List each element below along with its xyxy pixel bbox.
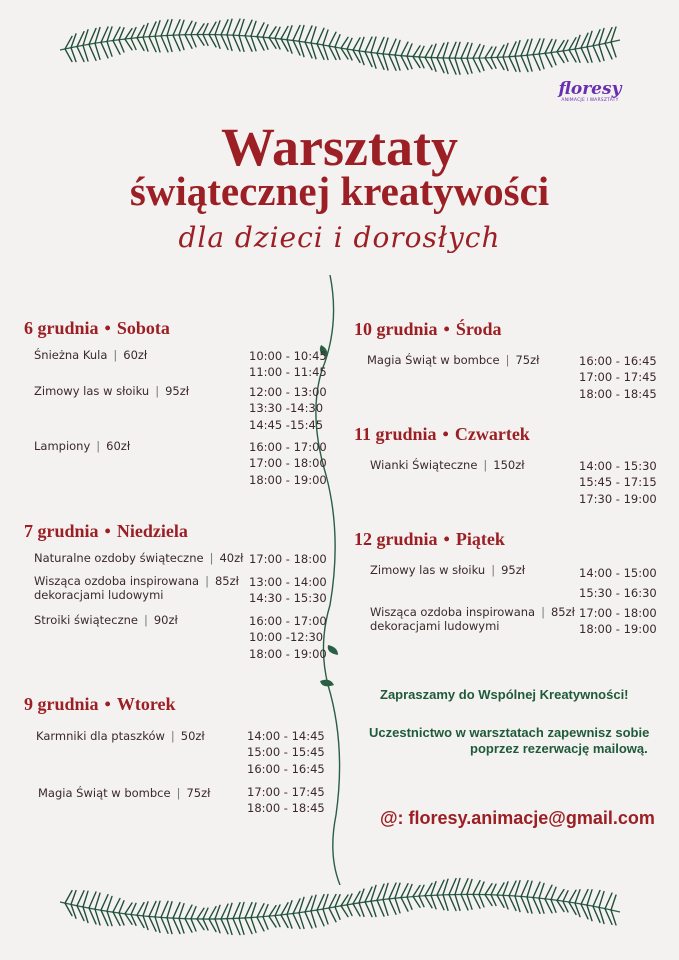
bullet-separator: •	[104, 521, 111, 541]
workshop-item	[370, 605, 575, 633]
workshop-name: Lampiony	[34, 439, 91, 453]
workshop-item	[34, 384, 189, 398]
time-slot: 15:45 - 17:15	[579, 475, 657, 490]
pipe-separator: |	[113, 348, 118, 362]
workshop-name: Zimowy las w słoiku	[34, 384, 150, 398]
pipe-separator: |	[483, 458, 488, 472]
time-slot: 18:00 - 18:45	[247, 801, 325, 816]
workshop-times	[249, 348, 327, 381]
invite-headline: Zapraszamy do Wspólnej Kreatywności!	[380, 687, 629, 702]
pipe-separator: |	[96, 439, 101, 453]
workshop-price: 75zł	[515, 353, 540, 367]
workshop-name: Naturalne ozdoby świąteczne	[34, 551, 204, 565]
workshop-name-continued: dekoracjami ludowymi	[34, 588, 164, 602]
time-slot: 17:00 - 18:00	[579, 606, 657, 620]
day-weekday: Wtorek	[116, 694, 176, 714]
workshop-times	[249, 551, 327, 567]
workshop-name: Wisząca ozdoba inspirowana	[370, 605, 536, 619]
pipe-separator: |	[176, 786, 181, 800]
time-slot: 14:00 - 15:30	[579, 459, 657, 473]
workshop-price: 60zł	[123, 348, 148, 362]
workshop-name: Zimowy las w słoiku	[370, 563, 486, 577]
workshop-name: Magia Świąt w bombce	[38, 786, 171, 800]
day-weekday: Czwartek	[454, 424, 530, 444]
time-slot: 11:00 - 11:45	[249, 365, 327, 380]
pipe-separator: |	[143, 613, 148, 627]
pipe-separator: |	[505, 353, 510, 367]
time-slot: 16:00 - 17:00	[249, 440, 327, 454]
pipe-separator: |	[209, 551, 214, 565]
workshop-item	[34, 551, 243, 565]
workshop-name-continued: dekoracjami ludowymi	[370, 619, 500, 633]
workshop-price: 90zł	[153, 613, 178, 627]
workshop-times	[249, 439, 327, 488]
workshop-price: 95zł	[501, 563, 526, 577]
pipe-separator: |	[491, 563, 496, 577]
pipe-separator: |	[155, 384, 160, 398]
time-slot: 14:30 - 15:30	[249, 591, 327, 606]
bullet-separator: •	[104, 318, 111, 338]
pipe-separator: |	[205, 574, 209, 588]
workshop-item	[34, 439, 130, 453]
time-slot: 18:00 - 19:00	[579, 622, 657, 637]
day-date: 12 grudnia	[354, 529, 438, 549]
workshop-item	[38, 786, 210, 800]
time-slot: 16:00 - 16:45	[247, 761, 325, 776]
page-title: Warsztaty	[221, 117, 458, 177]
workshop-price: 85zł	[550, 605, 575, 619]
workshop-times	[249, 574, 327, 607]
time-slot: 13:00 - 14:00	[249, 575, 327, 589]
time-slot: 17:00 - 18:00	[249, 456, 327, 471]
workshop-item	[36, 729, 205, 743]
workshop-name: Wisząca ozdoba inspirowana	[34, 574, 200, 588]
workshop-name: Stroiki świąteczne	[34, 613, 138, 627]
workshop-times	[249, 384, 327, 433]
workshop-name: Magia Świąt w bombce	[367, 353, 500, 367]
workshop-price: 150zł	[493, 458, 525, 472]
time-slot: 10:00 -12:30	[249, 630, 324, 645]
time-slot: 18:00 - 18:45	[579, 386, 657, 401]
day-date: 9 grudnia	[24, 694, 99, 714]
day-heading	[354, 529, 505, 550]
time-slot: 17:00 - 17:45	[247, 785, 325, 799]
floresy-logo	[555, 80, 625, 103]
workshop-item	[34, 613, 178, 627]
day-weekday: Niedziela	[116, 521, 188, 541]
time-slot: 18:00 - 19:00	[249, 472, 327, 487]
time-slot: 15:30 - 16:30	[579, 586, 657, 600]
workshop-price: 40zł	[219, 551, 244, 565]
time-slot: 17:30 - 19:00	[579, 491, 657, 506]
workshop-times	[247, 784, 325, 817]
day-heading	[24, 318, 170, 339]
day-date: 7 grudnia	[24, 521, 99, 541]
workshop-name: Karmniki dla ptaszków	[36, 729, 165, 743]
time-slot: 10:00 - 10:45	[249, 349, 327, 363]
time-slot: 17:00 - 18:00	[249, 552, 327, 566]
workshop-item	[34, 574, 239, 602]
day-heading	[354, 424, 530, 445]
workshop-price: 75zł	[186, 786, 211, 800]
workshop-item	[370, 563, 525, 577]
time-slot: 16:00 - 17:00	[249, 614, 327, 628]
invite-text-1: Uczestnictwo w warsztatach zapewnisz sobie	[369, 725, 650, 740]
workshop-times	[247, 728, 325, 777]
time-slot: 15:00 - 15:45	[247, 745, 325, 760]
workshop-price: 95zł	[165, 384, 190, 398]
time-slot: 16:00 - 16:45	[579, 354, 657, 368]
bullet-separator: •	[443, 319, 450, 339]
time-slot: 18:00 - 19:00	[249, 646, 327, 661]
day-date: 10 grudnia	[354, 319, 438, 339]
workshop-item	[367, 353, 539, 367]
time-slot: 14:45 -15:45	[249, 417, 324, 432]
workshop-times	[579, 458, 657, 507]
day-weekday: Piątek	[455, 529, 505, 549]
workshop-item	[34, 348, 147, 362]
time-slot: 17:00 - 17:45	[579, 370, 657, 385]
day-heading	[24, 694, 176, 715]
workshop-price: 60zł	[106, 439, 131, 453]
time-slot: 14:00 - 15:00	[579, 566, 657, 580]
day-weekday: Sobota	[116, 318, 170, 338]
time-slot: 12:00 - 13:00	[249, 385, 327, 399]
day-date: 6 grudnia	[24, 318, 99, 338]
workshop-times	[579, 563, 657, 603]
bullet-separator: •	[442, 424, 449, 444]
pipe-separator: |	[541, 605, 545, 619]
workshop-name: Śnieżna Kula	[34, 348, 108, 362]
workshop-price: 50zł	[180, 729, 205, 743]
page-subtitle: świątecznej kreatywości	[129, 168, 550, 214]
day-date: 11 grudnia	[354, 424, 437, 444]
logo-subtitle: ANIMACJE I WARSZTATY	[561, 98, 619, 103]
pipe-separator: |	[170, 729, 175, 743]
workshop-times	[579, 353, 657, 402]
invite-text-2: poprzez rezerwację mailową.	[470, 741, 648, 756]
workshop-name: Wianki Świąteczne	[370, 458, 478, 472]
day-heading	[354, 319, 502, 340]
time-slot: 13:30 -14:30	[249, 401, 324, 416]
pine-garland-top	[55, 10, 625, 80]
workshop-price: 85zł	[214, 574, 239, 588]
workshop-times	[579, 605, 657, 638]
workshop-times	[249, 613, 327, 662]
time-slot: 14:00 - 14:45	[247, 729, 325, 743]
contact-email[interactable]: @: floresy.animacje@gmail.com	[380, 808, 655, 828]
day-heading	[24, 521, 188, 542]
page-tagline: dla dzieci i dorosłych	[178, 221, 501, 254]
bullet-separator: •	[443, 529, 450, 549]
day-weekday: Środa	[455, 319, 502, 339]
workshop-item	[370, 458, 525, 472]
logo-wordmark: floresy	[558, 79, 622, 99]
bullet-separator: •	[104, 694, 111, 714]
